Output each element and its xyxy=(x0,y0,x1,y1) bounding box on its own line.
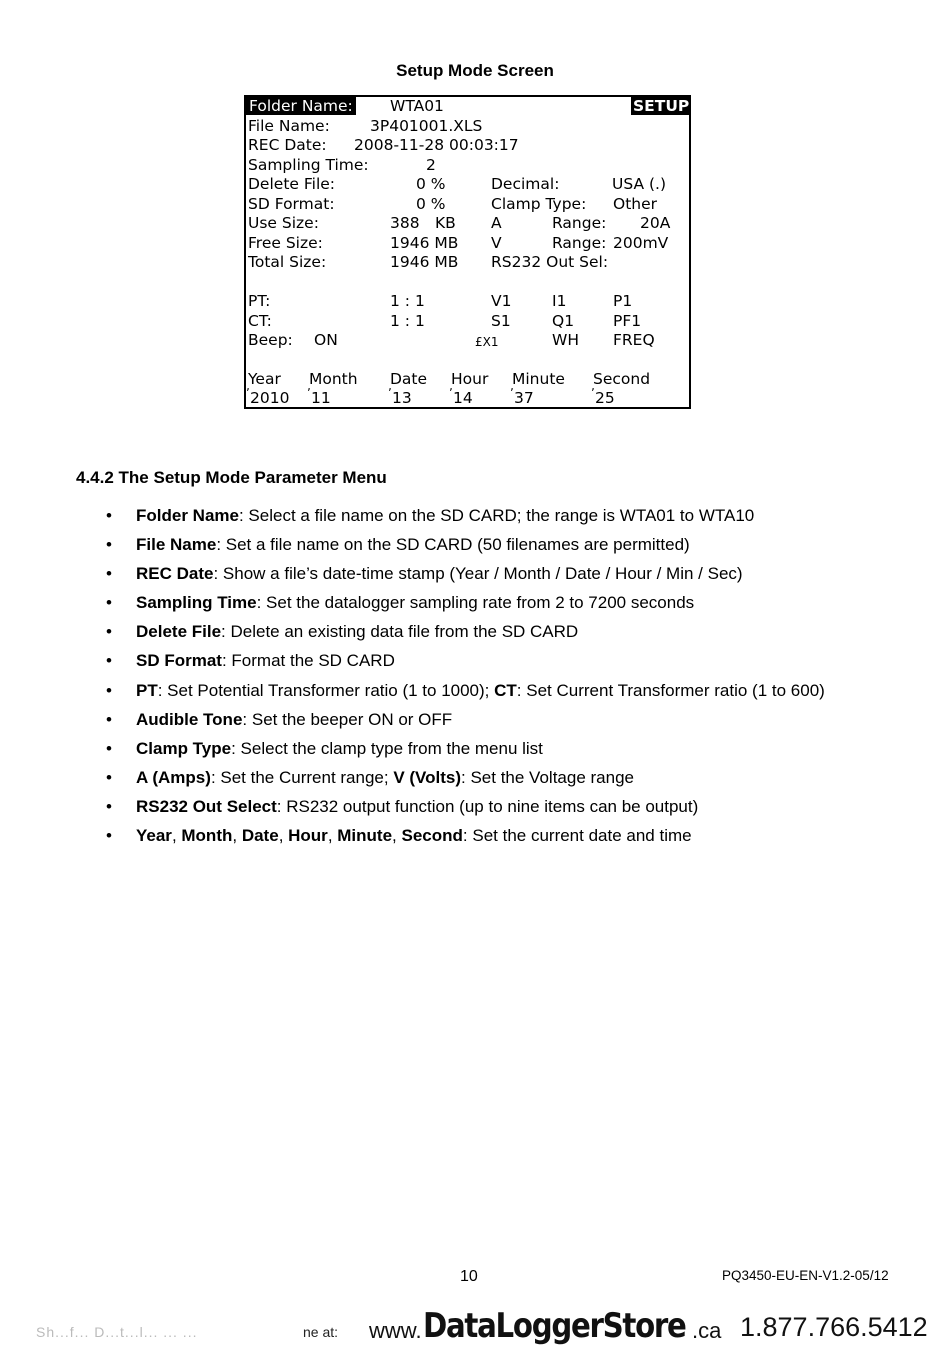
description: : Select a file name on the SD CARD; the range is WTA01 to WTA10 xyxy=(238,506,755,525)
bullet-icon: • xyxy=(106,535,112,555)
bullet-icon: • xyxy=(106,564,112,584)
term: PT xyxy=(136,680,158,700)
file-name-value: 3P401001.XLS xyxy=(370,116,483,135)
v-range-value: 200mV xyxy=(613,233,669,252)
term: Audible Tone xyxy=(136,709,243,729)
sampling-time-label: Sampling Time: xyxy=(248,155,369,174)
out-item-s1: S1 xyxy=(491,311,511,330)
adjust-tick-icon: ʼ xyxy=(307,386,311,400)
pt-label: PT: xyxy=(248,292,271,310)
footer-prefix: ne at: xyxy=(303,1324,339,1340)
footer-tld[interactable]: .ca xyxy=(692,1318,722,1343)
list-item xyxy=(106,680,926,709)
term: Minute xyxy=(337,826,393,846)
description: : RS232 output function (up to nine items can be output) xyxy=(276,796,699,816)
separator: , xyxy=(327,826,338,846)
list-item xyxy=(106,650,926,679)
footer-www[interactable]: www. xyxy=(369,1318,422,1343)
term: SD Format xyxy=(136,651,222,671)
adjust-tick-icon: ʼ xyxy=(449,386,453,400)
use-size-label: Use Size: xyxy=(248,214,319,232)
date-header-year: Year xyxy=(248,370,281,388)
out-item-q1: Q1 xyxy=(552,311,575,330)
out-multiplier: £X1 xyxy=(475,335,499,349)
bullet-icon: • xyxy=(106,506,112,525)
footer-phone: 1.877.766.5412 xyxy=(740,1312,928,1342)
term: Folder Name xyxy=(136,506,239,525)
decimal-value: USA (.) xyxy=(612,175,667,193)
description: : Format the SD CARD xyxy=(221,651,395,671)
date-header-date: Date xyxy=(390,370,428,388)
out-item-i1: I1 xyxy=(552,292,567,310)
list-item xyxy=(106,563,926,592)
sd-format-label: SD Format: xyxy=(248,194,335,213)
bullet-icon: • xyxy=(106,767,112,787)
out-item-v1: V1 xyxy=(491,292,512,310)
setup-badge-wrap xyxy=(631,97,691,116)
list-item xyxy=(106,796,926,825)
bullet-icon: • xyxy=(106,593,112,613)
out-item-pf1: PF1 xyxy=(613,311,642,330)
rec-date-value: 2008-11-28 00:03:17 xyxy=(354,136,519,154)
folder-name-label: Folder Name: xyxy=(246,97,356,115)
out-item-freq: FREQ xyxy=(613,331,655,349)
rs232-out-sel-label: RS232 Out Sel: xyxy=(491,253,609,271)
document-code: PQ3450-EU-EN-V1.2-05/12 xyxy=(722,1268,889,1283)
bullet-icon: • xyxy=(106,826,112,846)
date-header-hour: Hour xyxy=(451,370,489,388)
free-size-label: Free Size: xyxy=(248,233,323,252)
folder-name-value: WTA01 xyxy=(390,97,444,115)
separator: , xyxy=(392,826,402,846)
file-name-label: File Name: xyxy=(248,116,330,135)
term: Delete File xyxy=(136,622,222,642)
date-value-minute[interactable]: 37 xyxy=(514,389,534,407)
adjust-tick-icon: ʼ xyxy=(591,386,595,400)
clamp-type-label: Clamp Type: xyxy=(491,194,587,213)
pt-value: 1 : 1 xyxy=(390,292,425,310)
term: A (Amps) xyxy=(136,767,211,787)
bullet-icon: • xyxy=(106,738,112,758)
folder-name-label-highlight xyxy=(246,97,356,116)
clamp-type-value: Other xyxy=(613,194,658,213)
a-label: A xyxy=(491,214,502,232)
list-item xyxy=(106,505,926,534)
footer-faded-text: Sh...f... D...t...l... ... ... xyxy=(36,1324,198,1340)
date-header-minute: Minute xyxy=(512,370,565,388)
sd-format-value: 0 % xyxy=(416,194,446,213)
total-size-label: Total Size: xyxy=(248,253,327,271)
a-range-value: 20A xyxy=(640,214,671,232)
description: : Set the datalogger sampling rate from 2 to 7200 seconds xyxy=(256,593,695,613)
date-value-year[interactable]: 2010 xyxy=(250,389,290,407)
term: RS232 Out Select xyxy=(136,796,277,816)
figure-title: Setup Mode Screen xyxy=(396,61,554,80)
description: : Delete an existing data file from the SD CARD xyxy=(221,622,579,642)
bullet-icon: • xyxy=(106,796,112,816)
term: Sampling Time xyxy=(136,593,257,613)
setup-badge: SETUP xyxy=(633,97,690,115)
description: : Show a file’s date-time stamp (Year / Month / Date / Hour / Min / Sec) xyxy=(213,564,743,584)
list-item xyxy=(106,767,926,796)
adjust-tick-icon: ʼ xyxy=(246,386,250,400)
date-value-hour[interactable]: 14 xyxy=(453,389,473,407)
ct-label: CT: xyxy=(248,311,272,330)
bullet-icon: • xyxy=(106,709,112,729)
description: : Set the Current range; xyxy=(210,767,394,787)
bullet-icon: • xyxy=(106,651,112,671)
decimal-label: Decimal: xyxy=(491,175,560,193)
separator: , xyxy=(171,826,182,846)
page-number: 10 xyxy=(460,1268,478,1285)
term: CT xyxy=(494,680,517,700)
beep-value: ON xyxy=(314,331,338,349)
term: Date xyxy=(241,826,279,846)
term: REC Date xyxy=(136,564,214,584)
rec-date-label: REC Date: xyxy=(248,136,327,154)
bullet-icon: • xyxy=(106,622,112,642)
term: Hour xyxy=(288,826,328,846)
free-size-value: 1946 MB xyxy=(390,233,459,252)
list-item xyxy=(106,534,926,563)
use-size-value: 388 xyxy=(390,214,420,232)
description: : Set Current Transformer ratio (1 to 600) xyxy=(516,680,825,700)
footer-banner xyxy=(0,1305,950,1350)
term: Second xyxy=(401,826,463,846)
v-label: V xyxy=(491,233,502,252)
list-item xyxy=(106,709,926,738)
list-item xyxy=(106,621,926,650)
adjust-tick-icon: ʼ xyxy=(510,386,514,400)
description: : Set the current date and time xyxy=(462,826,692,846)
date-value-month[interactable]: 11 xyxy=(311,389,331,407)
out-item-wh: WH xyxy=(552,331,579,349)
term: Year xyxy=(136,826,172,846)
out-item-p1: P1 xyxy=(613,292,633,310)
description: : Set a file name on the SD CARD (50 filenames are permitted) xyxy=(216,535,690,555)
parameter-list xyxy=(106,505,926,854)
separator: , xyxy=(278,826,289,846)
term: V (Volts) xyxy=(393,767,462,787)
v-range-label: Range: xyxy=(552,233,607,252)
ct-value: 1 : 1 xyxy=(390,311,425,330)
description: : Set the beeper ON or OFF xyxy=(242,709,453,729)
list-item xyxy=(106,738,926,767)
section-heading: 4.4.2 The Setup Mode Parameter Menu xyxy=(76,468,387,487)
date-header-month: Month xyxy=(309,370,358,388)
separator: , xyxy=(232,826,242,846)
date-value-second[interactable]: 25 xyxy=(595,389,615,407)
list-item xyxy=(106,592,926,621)
term: File Name xyxy=(136,535,217,555)
term: Month xyxy=(181,826,233,846)
adjust-tick-icon: ʼ xyxy=(388,386,392,400)
footer-brand-link[interactable]: DataLoggerStore xyxy=(423,1306,686,1346)
delete-file-value: 0 % xyxy=(416,175,446,193)
bullet-icon: • xyxy=(106,680,112,700)
sampling-time-value: 2 xyxy=(426,155,436,174)
delete-file-label: Delete File: xyxy=(248,175,336,193)
use-size-unit: KB xyxy=(435,214,456,232)
setup-mode-screen xyxy=(244,95,691,409)
a-range-label: Range: xyxy=(552,214,607,232)
date-header-second: Second xyxy=(593,370,651,388)
total-size-value: 1946 MB xyxy=(390,253,459,271)
term: Clamp Type xyxy=(136,738,232,758)
description: : Set Potential Transformer ratio (1 to 1000); xyxy=(157,680,495,700)
beep-label: Beep: xyxy=(248,331,293,349)
date-value-date[interactable]: 13 xyxy=(392,389,412,407)
description: : Select the clamp type from the menu list xyxy=(231,738,543,758)
description: : Set the Voltage range xyxy=(461,767,634,787)
list-item xyxy=(106,825,926,854)
